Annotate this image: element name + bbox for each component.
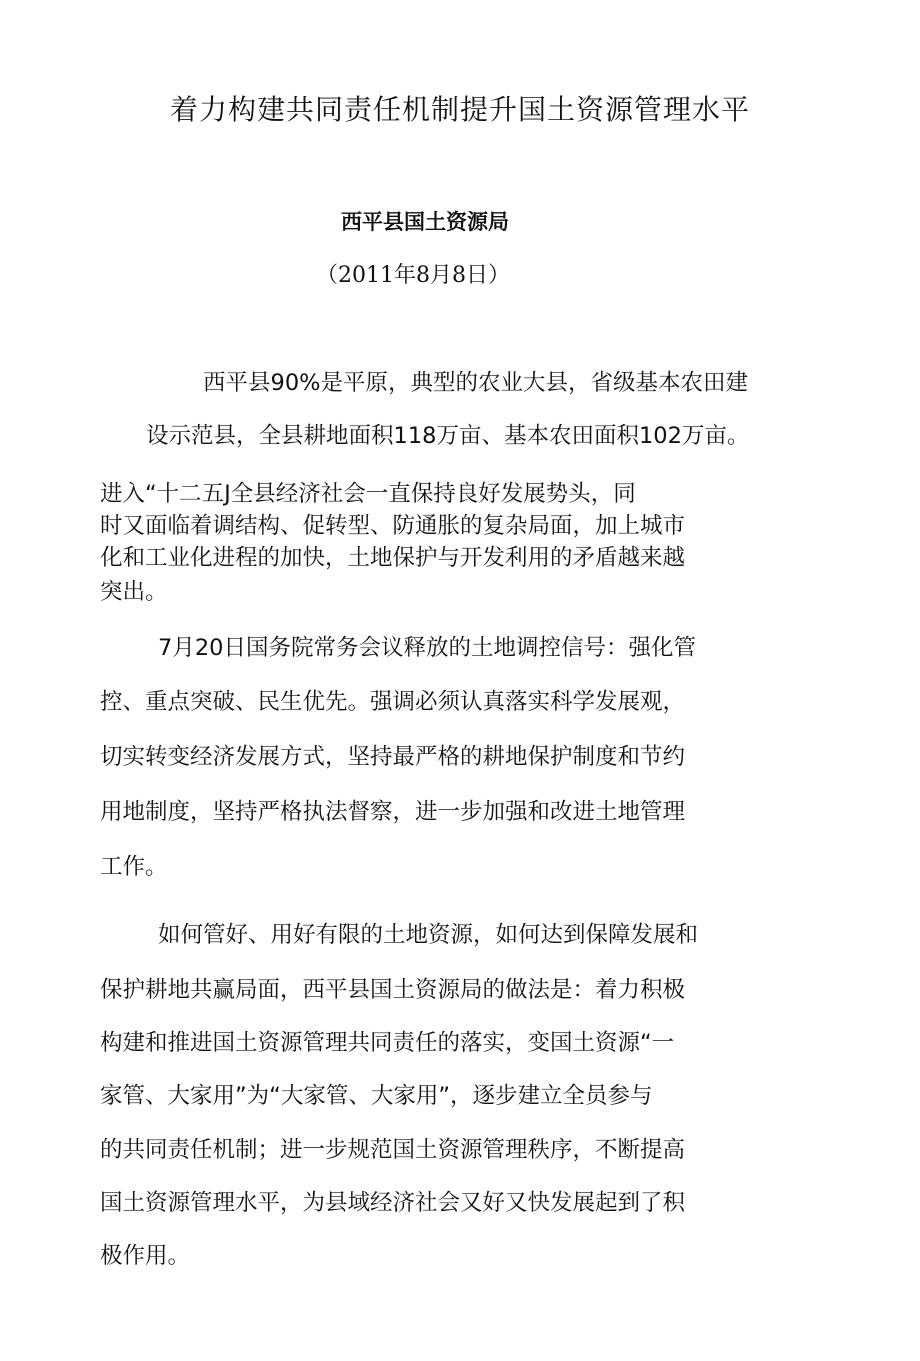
text-line: 突出。 bbox=[100, 579, 168, 605]
text-line: 保护耕地共赢局面，西平县国土资源局的做法是：着力积极 bbox=[100, 977, 686, 1003]
text-line: 时又面临着调结构、促转型、防通胀的复杂局面，加上城市 bbox=[100, 513, 686, 539]
text-line: 控、重点突破、民生优先。强调必须认真落实科学发展观， bbox=[100, 689, 686, 715]
text-line: 工作。 bbox=[100, 854, 168, 880]
author-organization: 西平县国土资源局 bbox=[341, 210, 509, 234]
text-line: 家管、大家用”为“大家管、大家用”，逐步建立全员参与 bbox=[100, 1083, 653, 1109]
text-line: 7月20日国务院常务会议释放的土地调控信号：强化管 bbox=[158, 635, 696, 661]
text-line: 化和工业化进程的加快，土地保护与开发利用的矛盾越来越 bbox=[100, 545, 686, 571]
text-line: 西平县90%是平原，典型的农业大县，省级基本农田建 bbox=[203, 370, 749, 396]
text-line: 极作用。 bbox=[100, 1243, 191, 1269]
document-title: 着力构建共同责任机制提升国土资源管理水平 bbox=[169, 93, 750, 126]
text-line: 用地制度，坚持严格执法督察，进一步加强和改进土地管理 bbox=[100, 799, 686, 825]
text-line: 构建和推进国土资源管理共同责任的落实，变国土资源“一 bbox=[100, 1030, 675, 1056]
text-line: 如何管好、用好有限的土地资源，如何达到保障发展和 bbox=[158, 922, 699, 948]
text-line: 国土资源管理水平，为县域经济社会又好又快发展起到了积 bbox=[100, 1190, 686, 1216]
document-date: （2011年8月8日） bbox=[316, 263, 510, 288]
text-line: 的共同责任机制；进一步规范国土资源管理秩序，不断提高 bbox=[100, 1137, 686, 1163]
text-line: 切实转变经济发展方式，坚持最严格的耕地保护制度和节约 bbox=[100, 744, 686, 770]
text-line: 设示范县，全县耕地面积118万亩、基本农田面积102万亩。 bbox=[146, 423, 750, 449]
text-line: 进入“十二五J全县经济社会一直保持良好发展势头，同 bbox=[100, 481, 636, 507]
